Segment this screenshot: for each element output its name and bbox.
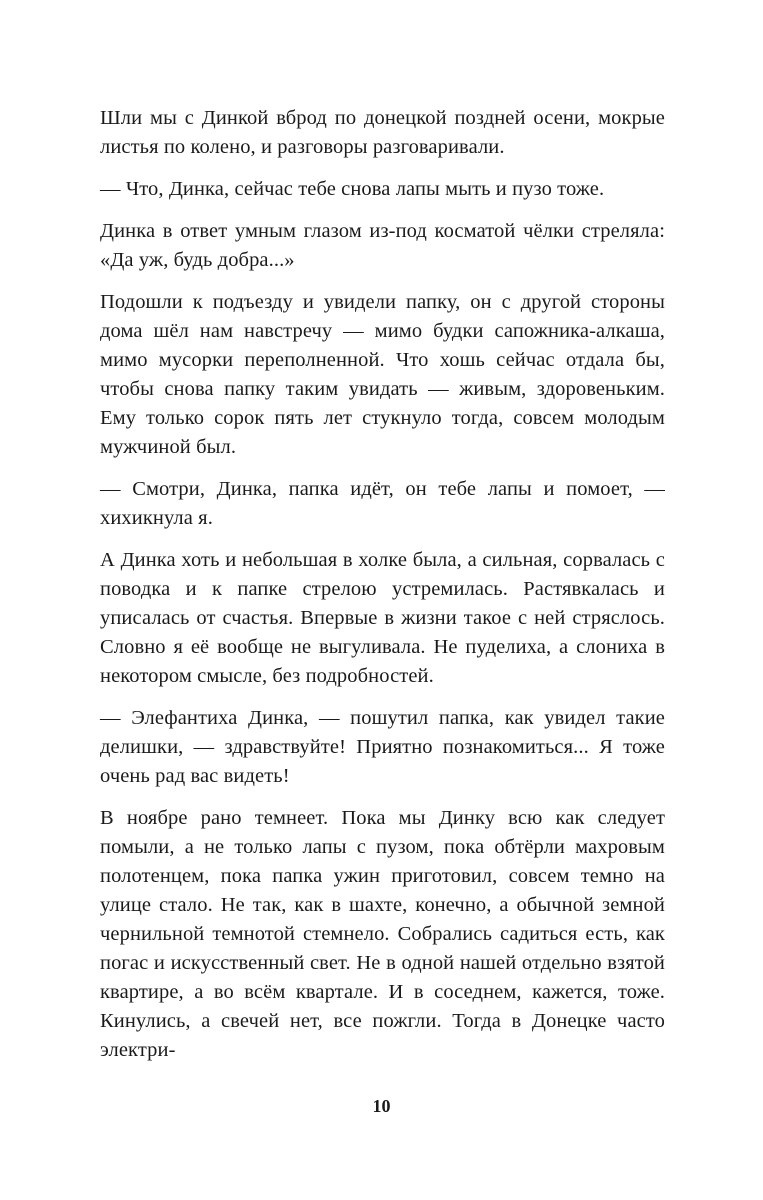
page-number: 10 (372, 1096, 391, 1116)
dialogue-paragraph: — Смотри, Динка, папка идёт, он тебе лапы и помоет, — хихикнула я. (100, 478, 665, 529)
dialogue-paragraph: — Элефантиха Динка, — пошутил папка, как увидел такие делишки, — здравствуйте! Приятно познакомиться... Я тоже очень рад вас видеть! (100, 707, 665, 787)
paragraph: В ноябре рано темнеет. Пока мы Динку всю как следует помыли, а не только лапы с пузом, пока обтёрли махровым полотенцем, пока папка ужин приготовил, совсем темно на улице стало. Не так, как в шахте, конечно, а обычной земной чернильной темнотой стемнело. Собрались садиться есть, как погас и искусственный свет. Не в одной нашей отдельно взятой квартире, а во всём квартале. И в соседнем, кажется, тоже. Кинулись, а свечей нет, все пожгли. Тогда в Донецке часто электри- (100, 807, 665, 1061)
dialogue-paragraph: — Что, Динка, сейчас тебе снова лапы мыть и пузо тоже. (100, 178, 605, 200)
body-text (100, 104, 665, 1065)
paragraph: Динка в ответ умным глазом из-под косматой чёлки стреляла: «Да уж, будь добра...» (100, 220, 665, 271)
paragraph: А Динка хоть и небольшая в холке была, а сильная, сорвалась с поводка и к папке стрелою устремилась. Растявкалась и уписалась от счастья. Впервые в жизни такое с ней стряслось. Словно я её вообще не выгуливала. Не пуделиха, а слониха в некотором смысле, без подробностей. (100, 549, 665, 687)
paragraph: Подошли к подъезду и увидели папку, он с другой стороны дома шёл нам навстречу — мимо будки сапожника-алкаша, мимо мусорки переполненной. Что хошь сейчас отдала бы, чтобы снова папку таким увидать — живым, здоровеньким. Ему только сорок пять лет стукнуло тогда, совсем молодым мужчиной был. (100, 291, 665, 458)
paragraph: Шли мы с Динкой вброд по донецкой поздней осени, мокрые листья по колено, и разговоры разговаривали. (100, 107, 665, 158)
